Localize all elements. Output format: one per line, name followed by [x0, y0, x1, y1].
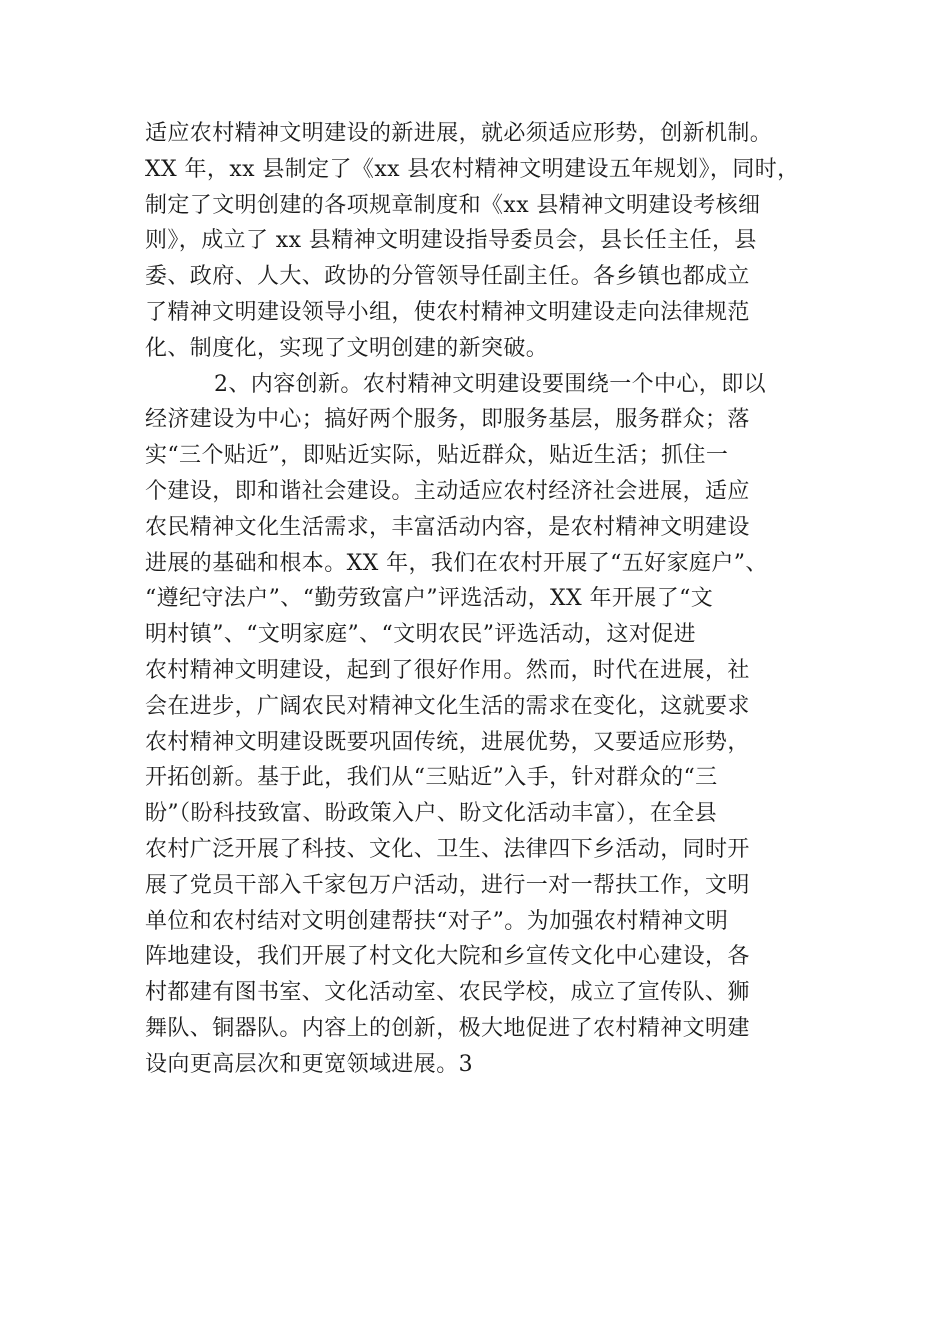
text-line: 农村广泛开展了科技、文化、卫生、法律四下乡活动，同时开 [145, 836, 750, 862]
paragraph-content-innovation [145, 367, 825, 1083]
document-body [145, 116, 825, 1083]
text-line: 了精神文明建设领导小组，使农村精神文明建设走向法律规范 [145, 299, 750, 325]
text-line: 设向更高层次和更宽领域进展。3 [145, 1051, 473, 1077]
text-line: 则》，成立了 xx 县精神文明建设指导委员会，县长任主任，县 [145, 228, 757, 254]
paragraph-mechanism [145, 116, 825, 367]
text-line: 舞队、铜器队。内容上的创新，极大地促进了农村精神文明建 [145, 1015, 750, 1041]
text-line: 经济建设为中心；搞好两个服务，即服务基层，服务群众；落 [145, 407, 750, 433]
text-line: 会在进步，广阔农民对精神文化生活的需求在变化，这就要求 [145, 693, 750, 719]
text-line: 实“三个贴近”，即贴近实际，贴近群众，贴近生活；抓住一 [145, 443, 729, 469]
text-line: 村都建有图书室、文化活动室、农民学校，成立了宣传队、狮 [145, 980, 750, 1006]
text-line: 农村精神文明建设，起到了很好作用。然而，时代在进展，社 [145, 657, 750, 683]
text-line: 制定了文明创建的各项规章制度和《xx 县精神文明建设考核细 [145, 192, 761, 218]
text-line: 阵地建设，我们开展了村文化大院和乡宣传文化中心建设，各 [145, 944, 750, 970]
text-line: 化、制度化，实现了文明创建的新突破。 [145, 335, 549, 361]
text-line: 开拓创新。基于此，我们从“三贴近”入手，针对群众的“三 [145, 765, 718, 791]
text-line: 进展的基础和根本。XX 年，我们在农村开展了“五好家庭户”、 [145, 550, 768, 576]
text-line: XX 年，xx 县制定了《xx 县农村精神文明建设五年规划》，同时， [145, 156, 800, 182]
text-line: 盼”（盼科技致富、盼政策入户、盼文化活动丰富），在全县 [145, 801, 718, 827]
text-line: 委、政府、人大、政协的分管领导任副主任。各乡镇也都成立 [145, 264, 750, 290]
text-line: 农村精神文明建设既要巩固传统，进展优势，又要适应形势， [145, 729, 750, 755]
text-line: “遵纪守法户”、“勤劳致富户”评选活动，XX 年开展了“文 [145, 586, 714, 612]
text-line: 展了党员干部入千家包万户活动，进行一对一帮扶工作，文明 [145, 872, 750, 898]
text-line: 单位和农村结对文明创建帮扶“对子”。为加强农村精神文明 [145, 908, 729, 934]
text-line: 农民精神文化生活需求，丰富活动内容，是农村精神文明建设 [145, 514, 750, 540]
text-line-first: 2、内容创新。农村精神文明建设要围绕一个中心，即以 [214, 371, 766, 397]
text-line: 适应农村精神文明建设的新进展，就必须适应形势，创新机制。 [145, 121, 773, 146]
text-line: 明村镇”、“文明家庭”、“文明农民”评选活动，这对促进 [145, 622, 697, 648]
text-line: 个建设，即和谐社会建设。主动适应农村经济社会进展，适应 [145, 478, 750, 504]
